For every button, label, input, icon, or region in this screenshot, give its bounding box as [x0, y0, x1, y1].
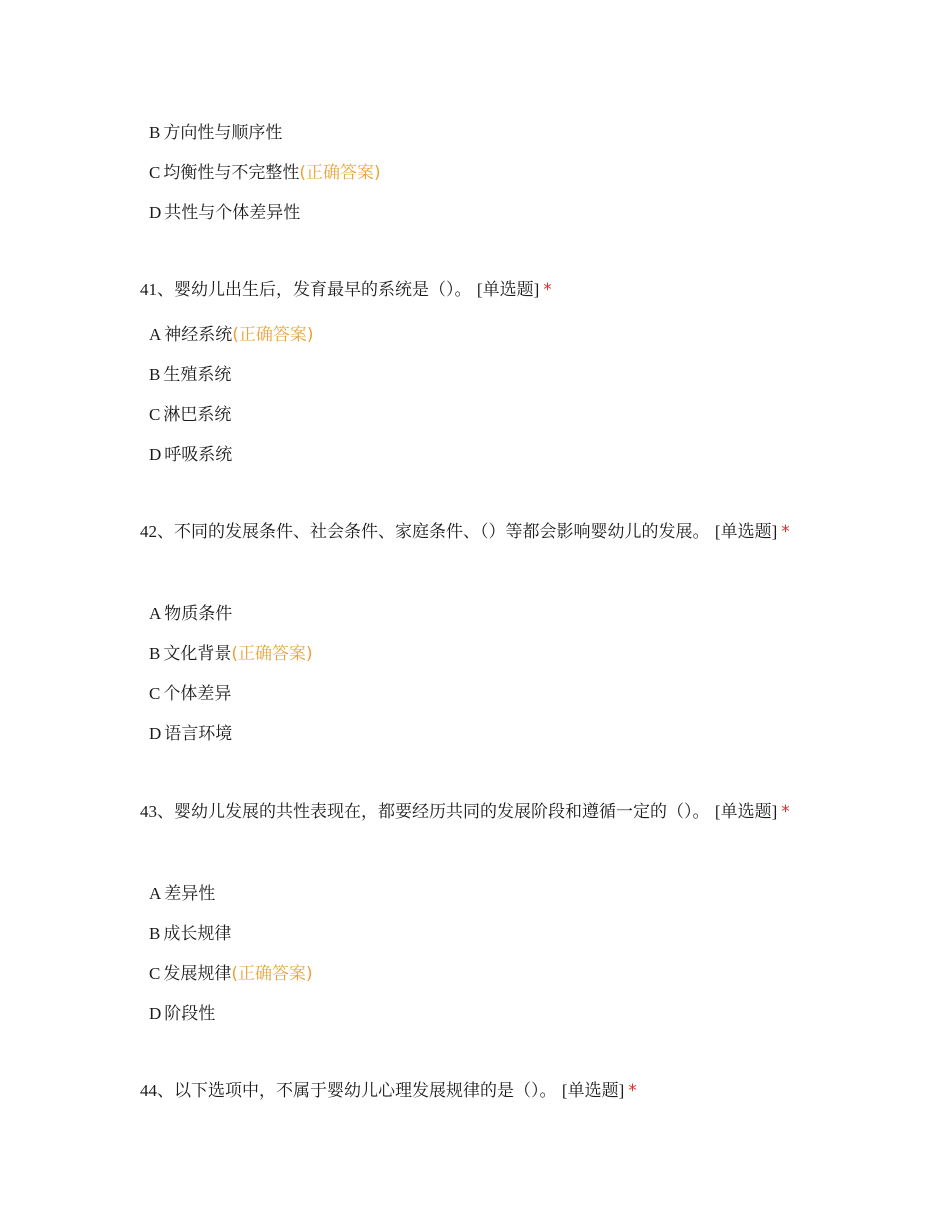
required-mark: * [628, 1081, 637, 1101]
option-text: 方向性与顺序性 [163, 123, 283, 143]
option-letter: D [149, 1004, 162, 1023]
option-b[interactable] [149, 922, 231, 946]
option-letter: C [149, 684, 161, 703]
question-type: [单选题] [561, 1081, 625, 1100]
option-letter: D [149, 445, 162, 464]
option-text: 生殖系统 [163, 365, 232, 385]
question-number: 43、 [140, 802, 174, 821]
option-letter: A [149, 604, 162, 623]
option-c[interactable] [149, 682, 231, 706]
option-letter: B [149, 644, 161, 663]
option-d[interactable] [149, 1002, 215, 1026]
question-stem: 婴幼儿出生后，发育最早的系统是（）。 [174, 280, 472, 300]
question-number: 42、 [140, 522, 174, 541]
correct-answer-label: (正确答案) [299, 163, 381, 183]
question-type: [单选题] [714, 522, 778, 541]
option-a[interactable] [149, 602, 232, 626]
option-c[interactable] [149, 161, 381, 185]
option-b[interactable] [149, 642, 313, 666]
option-text: 神经系统 [164, 325, 233, 345]
correct-answer-label: (正确答案) [231, 964, 313, 984]
option-d[interactable] [149, 722, 232, 746]
option-text: 淋巴系统 [163, 405, 232, 425]
option-d[interactable] [149, 443, 232, 467]
correct-answer-label: (正确答案) [232, 325, 314, 345]
option-letter: B [149, 365, 161, 384]
correct-answer-label: (正确答案) [231, 644, 313, 664]
question-44-title [140, 1072, 810, 1110]
question-42-title [140, 513, 810, 551]
option-letter: A [149, 884, 162, 903]
option-c[interactable] [149, 962, 313, 986]
option-text: 共性与个体差异性 [164, 203, 301, 223]
option-text: 成长规律 [163, 924, 232, 944]
option-d[interactable] [149, 201, 300, 225]
required-mark: * [781, 522, 790, 542]
required-mark: * [781, 802, 790, 822]
option-text: 文化背景 [163, 644, 232, 664]
option-b[interactable] [149, 121, 282, 145]
option-letter: C [149, 405, 161, 424]
required-mark: * [543, 280, 552, 300]
question-41-title [140, 271, 810, 309]
question-stem: 不同的发展条件、社会条件、家庭条件、（）等都会影响婴幼儿的发展。 [174, 522, 710, 542]
option-letter: C [149, 964, 161, 983]
option-c[interactable] [149, 403, 231, 427]
option-letter: A [149, 325, 162, 344]
question-stem: 婴幼儿发展的共性表现在，都要经历共同的发展阶段和遵循一定的（）。 [174, 802, 710, 822]
option-a[interactable] [149, 882, 215, 906]
option-text: 差异性 [164, 884, 216, 904]
option-letter: D [149, 203, 162, 222]
question-43-title [140, 793, 810, 831]
option-letter: C [149, 163, 161, 182]
option-text: 均衡性与不完整性 [163, 163, 300, 183]
option-b[interactable] [149, 363, 231, 387]
option-text: 个体差异 [163, 684, 232, 704]
question-number: 41、 [140, 280, 174, 299]
question-type: [单选题] [476, 280, 540, 299]
option-a[interactable] [149, 323, 314, 347]
option-text: 发展规律 [163, 964, 232, 984]
option-letter: D [149, 724, 162, 743]
option-letter: B [149, 123, 161, 142]
option-text: 物质条件 [164, 604, 233, 624]
question-stem: 以下选项中，不属于婴幼儿心理发展规律的是（）。 [174, 1081, 557, 1101]
option-text: 呼吸系统 [164, 445, 233, 465]
question-type: [单选题] [714, 802, 778, 821]
question-number: 44、 [140, 1081, 174, 1100]
option-text: 阶段性 [164, 1004, 216, 1024]
option-text: 语言环境 [164, 724, 233, 744]
option-letter: B [149, 924, 161, 943]
